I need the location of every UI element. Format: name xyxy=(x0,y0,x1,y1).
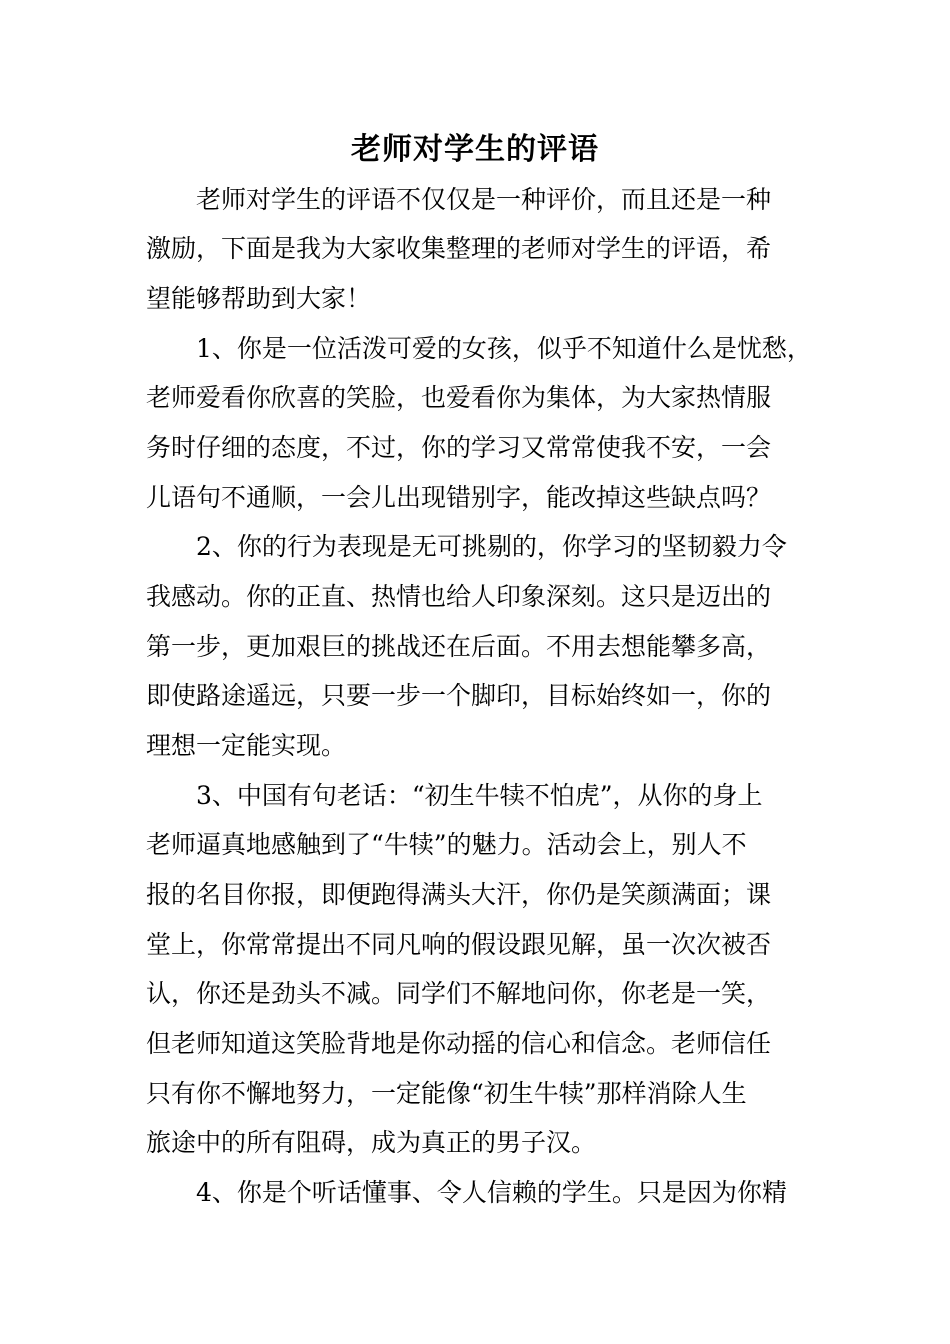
text-line: 第一步，更加艰巨的挑战还在后面。不用去想能攀多高， xyxy=(146,632,772,661)
text-line: 即使路途遥远，只要一步一个脚印，目标始终如一，你的 xyxy=(146,681,772,710)
text-line: 激励，下面是我为大家收集整理的老师对学生的评语，希 xyxy=(146,234,772,263)
text-line: 1、你是一位活泼可爱的女孩，似乎不知道什么是忧愁， xyxy=(196,334,812,363)
text-line: 老师对学生的评语不仅仅是一种评价，而且还是一种 xyxy=(196,185,772,214)
text-line: 4、你是个听话懂事、令人信赖的学生。只是因为你精 xyxy=(196,1178,787,1207)
text-line: 报的名目你报，即便跑得满头大汗，你仍是笑颜满面；课 xyxy=(146,880,772,909)
text-line: 老师爱看你欣喜的笑脸，也爱看你为集体，为大家热情服 xyxy=(146,383,772,412)
text-line: 只有你不懈地努力，一定能像“初生牛犊”那样消除人生 xyxy=(146,1079,747,1108)
text-line: 务时仔细的态度，不过，你的学习又常常使我不安，一会 xyxy=(146,433,772,462)
text-line: 旅途中的所有阻碍，成为真正的男子汉。 xyxy=(146,1128,597,1157)
text-line: 3、中国有句老话：“初生牛犊不怕虎”，从你的身上 xyxy=(196,781,763,810)
text-line: 2、你的行为表现是无可挑剔的，你学习的坚韧毅力令 xyxy=(196,532,787,561)
page-title: 老师对学生的评语 xyxy=(351,132,599,167)
text-line: 理想一定能实现。 xyxy=(146,731,347,760)
text-line: 认，你还是劲头不减。同学们不解地问你，你老是一笑， xyxy=(146,979,772,1008)
text-line: 但老师知道这笑脸背地是你动摇的信心和信念。老师信任 xyxy=(146,1029,772,1058)
text-line: 堂上，你常常提出不同凡响的假设跟见解，虽一次次被否 xyxy=(146,930,772,959)
text-line: 儿语句不通顺，一会儿出现错别字，能改掉这些缺点吗？ xyxy=(146,483,772,512)
text-line: 老师逼真地感触到了“牛犊”的魅力。活动会上，别人不 xyxy=(146,830,747,859)
text-line: 我感动。你的正直、热情也给人印象深刻。这只是迈出的 xyxy=(146,582,772,611)
text-line: 望能够帮助到大家！ xyxy=(146,284,372,313)
